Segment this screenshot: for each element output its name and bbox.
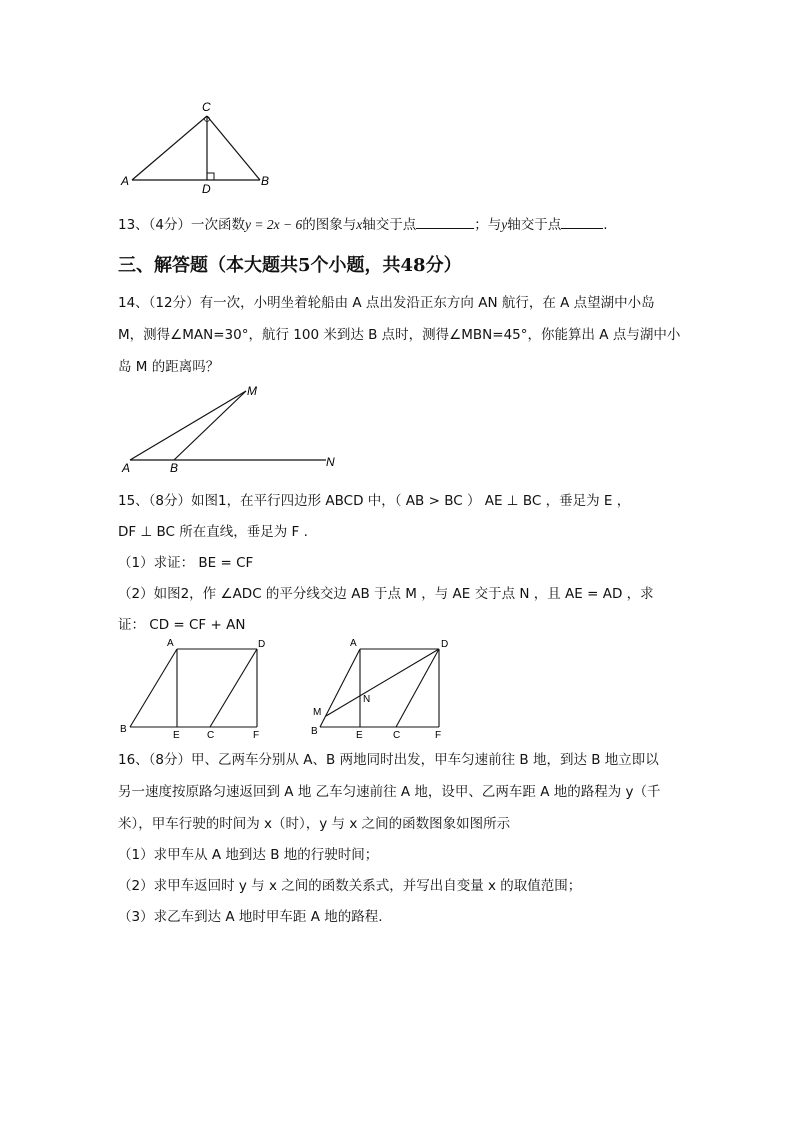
q13-x-var: x [356, 217, 363, 232]
q16-part-1: （1）求甲车从 A 地到达 B 地的行驶时间； [118, 847, 379, 863]
label-f: F [253, 730, 260, 740]
segment-bm [174, 391, 246, 460]
segment-bc [207, 116, 260, 180]
label-e: E [173, 730, 180, 740]
label-c: C [202, 100, 211, 114]
q13-mid2: 轴交于点 [362, 217, 417, 233]
q13-mid3: 轴交于点 [507, 217, 562, 233]
q13-end: . [603, 217, 608, 233]
label-c: C [393, 730, 401, 740]
q13-y-var: y [501, 217, 508, 232]
q13-answer-blank-1[interactable] [416, 215, 474, 229]
segment-ba [130, 649, 177, 727]
label-b: B [120, 724, 127, 735]
triangle-abc-figure [110, 96, 290, 196]
label-a: A [350, 638, 357, 649]
segment-ac [132, 116, 207, 180]
label-a: A [167, 638, 174, 649]
q14-line-1: 14、（12分）有一次，小明坐着轮船由 A 点出发沿正东方向 AN 航行，在 A 点望湖中小岛 [118, 295, 655, 311]
q13-answer-blank-2[interactable] [561, 215, 603, 229]
label-m: M [247, 384, 257, 398]
q13-function: y = 2x − 6 [245, 217, 303, 232]
label-e: E [356, 730, 363, 740]
q13-mid1: 的图象与 [302, 217, 357, 233]
q15-line-4: （2）如图2，作 ∠ADC 的平分线交边 AB 于点 M ，与 AE 交于点 N ，且 AE = AD ，求 [118, 586, 654, 602]
label-d: D [202, 182, 211, 196]
section-3-heading: 三、解答题（本大题共5个小题，共48分） [118, 255, 462, 276]
segment-dc [210, 649, 257, 727]
label-a: A [122, 461, 131, 475]
q16-line-1: 16、（8分）甲、乙两车分别从 A、B 两地同时出发，甲车匀速前往 B 地，到达 B 地立即以 [118, 752, 659, 768]
q14-line-2: M，测得∠MAN=30°，航行 100 米到达 B 点时，测得∠MBN=45°，你能算出 A 点与湖中小 [118, 327, 681, 343]
label-m: M [313, 707, 322, 718]
q15-part-1: （1）求证： BE = CF [118, 555, 254, 571]
q16-part-2: （2）求甲车返回时 y 与 x 之间的函数关系式，并写出自变量 x 的取值范围； [118, 878, 582, 894]
q13-sep: ；与 [474, 217, 502, 233]
question-13 [118, 213, 608, 233]
segment-ba [320, 649, 360, 727]
lake-island-figure [112, 380, 352, 475]
q15-line-2: DF ⊥ BC 所在直线，垂足为 F . [118, 524, 308, 540]
segment-am [130, 391, 246, 460]
label-b: B [170, 461, 179, 475]
label-n: N [326, 455, 335, 469]
label-d: D [258, 639, 266, 650]
label-a: A [121, 174, 130, 188]
q16-line-3: 米），甲车行驶的时间为 x（时），y 与 x 之间的函数图象如图所示 [118, 816, 511, 832]
parallelogram-figure-1 [115, 636, 275, 740]
parallelogram-figure-2 [305, 636, 465, 740]
q15-line-5: 证： CD = CF + AN [118, 617, 246, 633]
label-b: B [261, 174, 270, 188]
label-b: B [311, 726, 318, 737]
label-d: D [441, 639, 449, 650]
right-angle-mark [207, 173, 214, 180]
segment-dc [396, 649, 439, 727]
q16-part-3: （3）求乙车到达 A 地时甲车距 A 地的路程. [118, 909, 383, 925]
q15-line-1: 15、（8分）如图1，在平行四边形 ABCD 中，（ AB > BC ） AE ⊥ BC ，垂足为 E ， [118, 493, 631, 509]
label-f: F [435, 730, 442, 740]
label-n: N [363, 694, 371, 705]
q16-line-2: 另一速度按原路匀速返回到 A 地 乙车匀速前往 A 地，设甲、乙两车距 A 地的路程为 y（千 [118, 784, 661, 800]
q13-lead: 13、（4分）一次函数 [118, 217, 246, 233]
label-c: C [207, 730, 215, 740]
q14-line-3: 岛 M 的距离吗？ [118, 359, 220, 375]
